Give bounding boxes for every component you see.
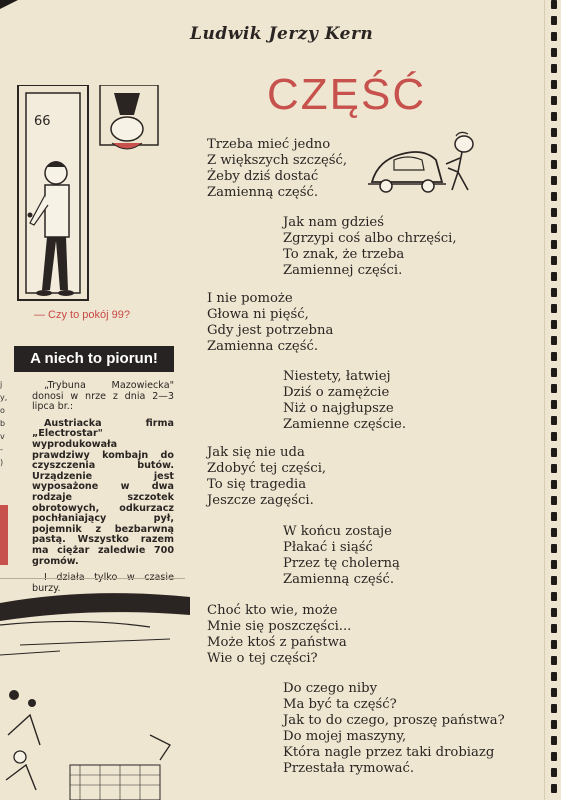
poem-line: Ma być ta część?	[283, 697, 397, 712]
poem-stanza	[207, 603, 351, 667]
fragment-text: )	[0, 458, 4, 467]
poem-line: Choć kto wie, może	[207, 603, 338, 618]
cartoon-caption: — Czy to pokój 99?	[34, 309, 130, 321]
poem-line: Zamiennej części.	[283, 263, 403, 278]
poem-line: Żeby dziś dostać	[207, 169, 319, 184]
poem-line: Zamienną część.	[283, 572, 395, 587]
news-box-title: A niech to piorun!	[14, 346, 174, 372]
poem-stanza	[283, 215, 457, 279]
poem-line: Jak to do czego, proszę państwa?	[283, 713, 505, 728]
poem-line: Do czego niby	[283, 681, 378, 696]
section-divider	[0, 578, 185, 579]
fragment-text: j	[0, 380, 3, 389]
fragment-text: o	[0, 406, 5, 415]
poem-line: To się tragedia	[207, 477, 307, 492]
poem-line: Przez tę cholerną	[283, 556, 400, 571]
poem-line: Do mojej maszyny,	[283, 729, 407, 744]
poem-line: Przestała rymować.	[283, 761, 415, 776]
poem-line: Z większych szczęść,	[207, 153, 348, 168]
poem-line: W końcu zostaje	[283, 524, 392, 539]
poem-line: Może ktoś z państwa	[207, 635, 347, 650]
poem-line: Jak się nie uda	[207, 445, 305, 460]
fragment-text: -	[0, 445, 3, 454]
news-item	[32, 381, 174, 617]
poem-title: CZĘŚĆ	[267, 70, 427, 119]
poem-stanza	[283, 681, 505, 777]
poem-line: Mnie się poszczęści...	[207, 619, 352, 634]
poem-stanza	[207, 445, 326, 509]
poem-line: Niż o najgłupsze	[283, 401, 394, 416]
poem-line: Głowa ni pięść,	[207, 307, 309, 322]
door-cartoon-illustration	[0, 85, 180, 315]
poem-line: Dziś o zamężcie	[283, 385, 390, 400]
cropped-column-fragments	[0, 378, 12, 469]
red-accent-bar	[0, 505, 8, 565]
poem-line: Zamienne częście.	[283, 417, 407, 432]
author-name: Ludwik Jerzy Kern	[190, 24, 374, 44]
poem-line: Trzeba mieć jedno	[207, 137, 331, 152]
poem-line: Jak nam gdzieś	[283, 215, 385, 230]
page-edge-line	[544, 0, 545, 800]
fragment-text: y,	[0, 393, 8, 402]
door-number-text: 66	[34, 114, 51, 129]
news-punchline-paragraph: burzy.	[32, 582, 61, 594]
fragment-text: v	[0, 432, 5, 441]
poem-line: I nie pomoże	[207, 291, 293, 306]
poem-stanza	[207, 137, 347, 201]
poem-line: Zamienną część.	[207, 185, 319, 200]
poem-line: Niestety, łatwiej	[283, 369, 391, 384]
poem-line: Która nagle przez taki drobiazg	[283, 745, 495, 760]
poem-line: Płakać i siąść	[283, 540, 373, 555]
poem-line: Gdy jest potrzebna	[207, 323, 334, 338]
poem-line: Zgrzypi coś albo chrzęści,	[283, 231, 457, 246]
poem-line: Wie o tej części?	[207, 651, 318, 666]
corner-arrow-mark	[0, 0, 20, 10]
news-source-paragraph: „Trybuna Mazowiecka" donosi w nrze z dnia 2—3 lipca br.:	[32, 380, 174, 413]
poem-stanza	[283, 369, 406, 433]
poem-line: Zdobyć tej części,	[207, 461, 327, 476]
poem-line: Jeszcze zagęści.	[207, 493, 314, 508]
poem-line: Zamienna część.	[207, 339, 319, 354]
car-pushing-illustration	[364, 130, 489, 200]
fragment-text: b	[0, 419, 6, 428]
film-perforation-strip	[551, 0, 559, 800]
poem-stanza	[283, 524, 400, 588]
stadium-cartoon-illustration	[0, 585, 190, 800]
news-body-paragraph: Austriacka firma „Electrostar" wyprodukowała prawdziwy kombajn do czyszczenia butów. Urządzenie jest wyposażone w dwa rodzaje szczotek obrotowych, odkurzacz pochłaniający pył, pojemnik z bezbarwną pastą. Wszystko razem ma ciężar zaledwie 700 gromów.	[32, 417, 174, 567]
poem-line: To znak, że trzeba	[283, 247, 405, 262]
poem-stanza	[207, 291, 333, 355]
